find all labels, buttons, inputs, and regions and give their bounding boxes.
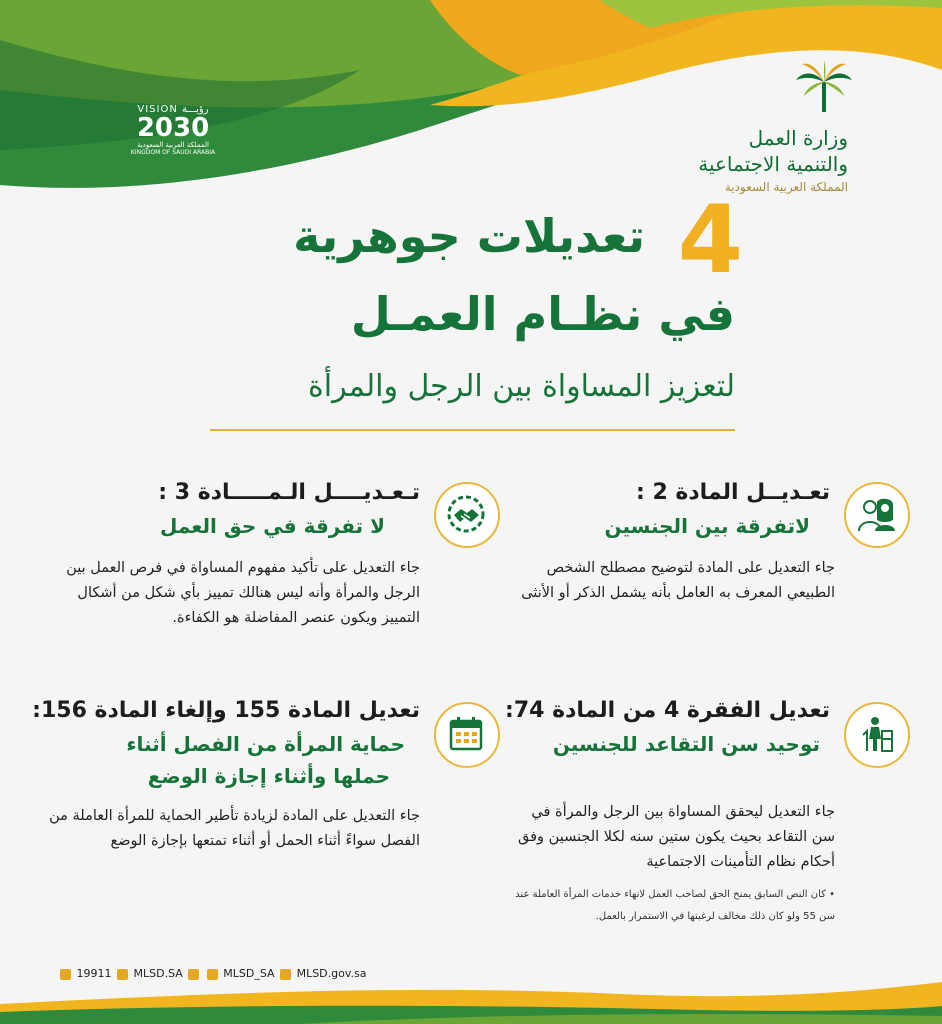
card-title: تعديل الفقرة 4 من المادة 74: — [505, 698, 830, 723]
main-heading — [200, 185, 745, 440]
handshake-gear-icon — [445, 493, 487, 535]
card-subtitle: لاتفرقة بين الجنسين — [604, 514, 810, 538]
card-article-2 — [500, 470, 910, 650]
bottom-swoosh-decoration — [0, 964, 942, 1024]
card-footnote: • كان النص السابق يمنح الحق لصاحب العمل لانهاء خدمات المرأة العاملة عند سن 55 ولو كان ذلك مخالف لرغبتها في الاستمرار بالعمل. — [515, 889, 835, 922]
calendar-icon — [445, 713, 487, 755]
elderly-icon-circle — [844, 702, 910, 768]
card-article-74 — [500, 688, 910, 938]
card-article-155 — [32, 688, 500, 868]
card-subtitle-line2: حملها وأثناء إجازة الوضع — [147, 764, 390, 788]
heading-line2: في نظـام العمـل — [350, 287, 735, 341]
calendar-icon-circle — [434, 702, 500, 768]
vision-country-en: KINGDOM OF SAUDI ARABIA — [130, 149, 216, 156]
vision-year: 2030 — [136, 113, 210, 143]
heading-line1: تعديلات جوهرية — [293, 209, 645, 263]
card-body: جاء التعديل على المادة لتوضيح مصطلح الشخص الطبيعي المعرف به العامل بأنه يشمل الذكر أو الأنثى — [521, 560, 835, 601]
card-title: تعـديــل المادة 2 : — [635, 480, 830, 505]
heading-divider — [210, 429, 735, 431]
card-subtitle-line1: حماية المرأة من الفصل أثناء — [126, 732, 405, 756]
palm-logo-icon — [794, 60, 854, 115]
couple-icon — [855, 493, 897, 535]
footer-site[interactable]: MLSD.gov.sa — [296, 967, 367, 980]
handshake-icon-circle — [434, 482, 500, 548]
elderly-icon — [855, 713, 897, 755]
vision-country-ar: المملكة العربية السعودية — [137, 141, 209, 149]
ministry-name-line2: والتنمية الاجتماعية — [698, 152, 848, 176]
card-subtitle: توحيد سن التقاعد للجنسين — [552, 732, 820, 756]
heading-subtitle: لتعزيز المساواة بين الرجل والمرأة — [308, 369, 735, 404]
vision-label: VISION رؤيـــة — [137, 104, 209, 115]
card-body: جاء التعديل على المادة لزيادة تأطير الحماية للمرأة العاملة من الفصل سواءً أثناء الحمل أو أثناء تمتعها بإجازة الوضع — [49, 808, 420, 849]
footer-phone[interactable]: 19911 — [76, 967, 112, 980]
card-title: تـعـديــــل الـمـــــادة 3 : — [158, 480, 420, 505]
ministry-country: المملكة العربية السعودية — [724, 180, 848, 194]
heading-number: 4 — [677, 186, 743, 295]
couple-icon-circle — [844, 482, 910, 548]
card-article-3 — [40, 470, 500, 650]
footer-handle-2[interactable]: MLSD_SA — [223, 967, 275, 980]
card-body: جاء التعديل على تأكيد مفهوم المساواة في فرص العمل بين الرجل والمرأة وأنه ليس هنالك تمييز بأي شكل من أشكال التمييز ويكون عنصر المفاضلة هو الكفاءة. — [66, 560, 420, 626]
ministry-name-line1: وزارة العمل — [748, 126, 848, 150]
card-body: جاء التعديل ليحقق المساواة بين الرجل والمرأة في سن التقاعد بحيث يكون ستين سنه لكلا الجنسين وفق أحكام نظام التأمينات الاجتماعية — [518, 804, 835, 870]
vision-2030-logo — [118, 104, 228, 174]
footer-handle-1[interactable]: MLSD.SA — [133, 967, 183, 980]
card-subtitle: لا تفرقة في حق العمل — [160, 514, 385, 538]
card-title: تعديل المادة 155 وإلغاء المادة 156: — [32, 698, 420, 723]
